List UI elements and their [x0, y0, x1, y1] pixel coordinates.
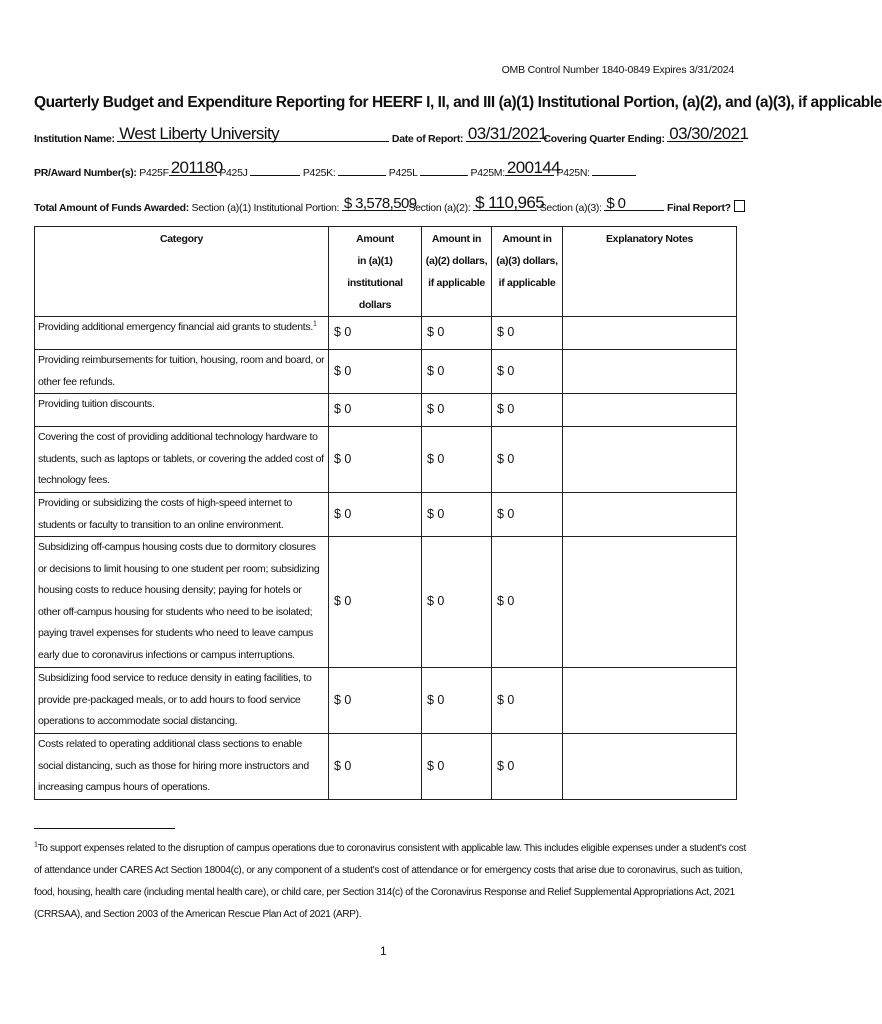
table-row — [35, 734, 737, 800]
p425m-field[interactable] — [505, 158, 561, 177]
a2-amount-cell[interactable]: $ 0 — [422, 493, 492, 537]
table-row — [35, 350, 737, 394]
notes-cell[interactable] — [563, 734, 737, 800]
a2-amount-cell[interactable]: $ 0 — [422, 427, 492, 493]
a2-amount-header — [422, 227, 492, 317]
table-row — [35, 668, 737, 734]
date-label: Date of Report: — [391, 133, 464, 145]
notes-cell[interactable] — [563, 317, 737, 350]
category-cell: Costs related to operating additional class sections to enable social distancing, such as those for hiring more instructors and increasing campus hours of operations. — [35, 734, 329, 800]
a1-amount-cell[interactable]: $ 0 — [329, 668, 422, 734]
category-cell: Subsidizing off-campus housing costs due to dormitory closures or decisions to limit housing to one student per room; subsidizing housing costs to reduce housing density; paying for hotels or other off-campus housing for students who need to be isolated; paying travel expenses for students who need to leave campus early due to coronavirus infections or campus interruptions. — [35, 537, 329, 668]
p425f-label: P425F — [139, 167, 169, 179]
p425n-label: P425N: — [556, 167, 590, 179]
p425f-field[interactable] — [169, 158, 223, 177]
p425k-label: P425K: — [302, 167, 336, 179]
total-funds-line — [34, 193, 745, 214]
a1-amount-cell[interactable]: $ 0 — [329, 734, 422, 800]
table-row — [35, 427, 737, 493]
notes-cell[interactable] — [563, 537, 737, 668]
a1-section-label: Section (a)(1) Institutional Portion: — [191, 202, 340, 214]
p425l-label: P425L — [388, 167, 418, 179]
a1-amount-cell[interactable]: $ 0 — [329, 350, 422, 394]
a1-total-field[interactable] — [342, 195, 417, 212]
notes-cell[interactable] — [563, 350, 737, 394]
a2-amount-cell[interactable]: $ 0 — [422, 394, 492, 427]
a2-header-line: if applicable — [428, 277, 485, 289]
date-value: 03/31/2021 — [467, 124, 547, 143]
a1-amount-cell[interactable]: $ 0 — [329, 394, 422, 427]
category-header: Category — [35, 227, 329, 317]
institution-line — [34, 124, 749, 145]
category-cell: Subsidizing food service to reduce density in eating facilities, to provide pre-packaged meals, or to add hours to food service operations to accommodate social distancing. — [35, 668, 329, 734]
a2-amount-cell[interactable]: $ 0 — [422, 537, 492, 668]
covering-value: 03/30/2021 — [669, 124, 749, 143]
award-numbers-line — [34, 158, 636, 179]
a1-total-value: $ 3,578,509 — [343, 195, 417, 212]
pr-award-label: PR/Award Number(s): — [34, 167, 137, 179]
a3-amount-header — [492, 227, 563, 317]
footnote-divider — [34, 828, 175, 829]
a2-header-line: (a)(2) dollars, — [425, 255, 488, 267]
table-header-row — [35, 227, 737, 317]
a2-total-field[interactable] — [473, 193, 545, 212]
omb-control-number: OMB Control Number 1840-0849 Expires 3/31/2024 — [501, 64, 734, 76]
a2-section-label: Section (a)(2): — [408, 202, 471, 214]
table-row — [35, 537, 737, 668]
institution-value: West Liberty University — [119, 124, 279, 143]
a1-header-line: Amount — [356, 233, 394, 245]
a3-header-line: Amount in — [502, 233, 552, 245]
a3-amount-cell[interactable]: $ 0 — [492, 493, 563, 537]
expenditure-table — [34, 226, 737, 800]
category-cell: Providing or subsidizing the costs of high-speed internet to students or faculty to transition to an online environment. — [35, 493, 329, 537]
institution-field[interactable] — [117, 124, 389, 143]
a3-amount-cell[interactable]: $ 0 — [492, 537, 563, 668]
category-cell: Providing tuition discounts. — [35, 394, 329, 427]
p425m-value: 200144 — [506, 158, 561, 177]
a2-header-line: Amount in — [431, 233, 482, 245]
a1-amount-cell[interactable]: $ 0 — [329, 317, 422, 350]
a2-amount-cell[interactable]: $ 0 — [422, 317, 492, 350]
p425f-value: 201180 — [170, 158, 223, 177]
a1-amount-header — [329, 227, 422, 317]
a1-amount-cell[interactable]: $ 0 — [329, 427, 422, 493]
category-cell — [35, 317, 329, 350]
a3-amount-cell[interactable]: $ 0 — [492, 317, 563, 350]
a3-total-value: $ 0 — [606, 195, 626, 212]
footnote — [34, 838, 746, 926]
notes-cell[interactable] — [563, 394, 737, 427]
total-funds-label: Total Amount of Funds Awarded: — [34, 202, 189, 214]
table-row — [35, 317, 737, 350]
a3-amount-cell[interactable]: $ 0 — [492, 668, 563, 734]
category-cell: Providing reimbursements for tuition, housing, room and board, or other fee refunds. — [35, 350, 329, 394]
footnote-number: 1 — [34, 841, 38, 849]
p425j-field[interactable] — [250, 164, 300, 176]
a3-amount-cell[interactable]: $ 0 — [492, 734, 563, 800]
table-row — [35, 394, 737, 427]
explanatory-notes-header: Explanatory Notes — [563, 227, 737, 317]
category-cell: Covering the cost of providing additional technology hardware to students, such as laptops or tablets, or covering the added cost of technology fees. — [35, 427, 329, 493]
institution-label: Institution Name: — [34, 133, 115, 145]
a2-amount-cell[interactable]: $ 0 — [422, 734, 492, 800]
a1-amount-cell[interactable]: $ 0 — [329, 493, 422, 537]
a3-amount-cell[interactable]: $ 0 — [492, 394, 563, 427]
p425k-field[interactable] — [338, 164, 386, 176]
category-text: Providing additional emergency financial aid grants to students. — [38, 321, 313, 333]
footnote-marker: 1 — [312, 320, 317, 328]
a1-header-line: in (a)(1) — [357, 255, 393, 267]
a1-amount-cell[interactable]: $ 0 — [329, 537, 422, 668]
p425l-field[interactable] — [420, 164, 468, 176]
a3-header-line: (a)(3) dollars, — [496, 255, 558, 267]
p425m-label: P425M: — [470, 167, 505, 179]
a3-amount-cell[interactable]: $ 0 — [492, 350, 563, 394]
covering-field[interactable] — [667, 124, 749, 143]
a3-amount-cell[interactable]: $ 0 — [492, 427, 563, 493]
form-title: Quarterly Budget and Expenditure Reporting for HEERF I, II, and III (a)(1) Institutional Portion, (a)(2), and (a)(3), if applicable — [34, 94, 882, 111]
date-field[interactable] — [466, 124, 547, 143]
a2-total-value: $ 110,965 — [475, 193, 545, 212]
a3-total-field[interactable] — [604, 195, 664, 212]
covering-label: Covering Quarter Ending: — [543, 133, 665, 145]
notes-cell[interactable] — [563, 493, 737, 537]
a2-amount-cell[interactable]: $ 0 — [422, 350, 492, 394]
p425n-field[interactable] — [592, 164, 636, 176]
table-row — [35, 493, 737, 537]
notes-cell[interactable] — [563, 427, 737, 493]
a2-amount-cell[interactable]: $ 0 — [422, 668, 492, 734]
a3-section-label: Section (a)(3): — [539, 202, 602, 214]
footnote-text: To support expenses related to the disruption of campus operations due to coronavirus consistent with applicable law. This includes eligible expenses under a student's cost of attendance under CARES Act Section 18004(c), or any component of a student's cost of attendance or for emergency costs that arise due to coronavirus, such as tuition, food, housing, health care (including mental health care), or child care, per Section 314(c) of the Coronavirus Response and Relief Supplemental Appropriations Act, 2021 (CRRSAA), and Section 2003 of the American Rescue Plan Act of 2021 (ARP). — [34, 843, 746, 920]
page-number: 1 — [380, 944, 387, 958]
p425j-label: P425J — [219, 167, 248, 179]
a3-header-line: if applicable — [498, 277, 556, 289]
final-report-label: Final Report? — [667, 202, 731, 214]
a1-header-line: institutional dollars — [347, 277, 403, 311]
notes-cell[interactable] — [563, 668, 737, 734]
final-report-checkbox[interactable] — [734, 200, 745, 212]
